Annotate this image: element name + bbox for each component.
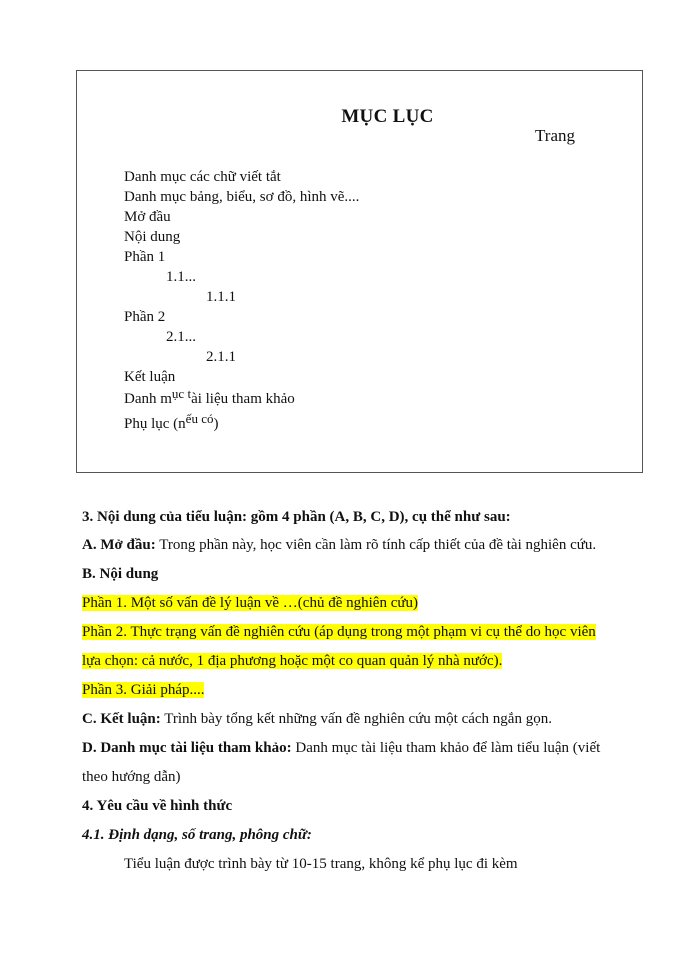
toc-item-1-1: 1.1... — [166, 269, 196, 285]
toc-item-references-part-b: ài liệu tham khảo — [191, 391, 295, 407]
toc-item-appendix-raised: ếu có — [185, 411, 214, 426]
toc-item-part-2: Phần 2 — [124, 309, 166, 325]
toc-item-references — [124, 386, 295, 409]
part-3-highlighted-text: Phần 3. Giải pháp.... — [82, 682, 205, 698]
toc-item-2-1-1: 2.1.1 — [206, 349, 236, 365]
table-of-contents-box — [76, 70, 643, 473]
toc-title: MỤC LỤC — [341, 106, 434, 127]
toc-item-references-raised: ục t — [171, 386, 192, 401]
toc-item-appendix-part-a: Phụ lục (n — [124, 416, 186, 432]
section-4-1-heading: 4.1. Định dạng, số trang, phông chữ: — [82, 827, 312, 843]
toc-page-column-label: Trang — [535, 126, 575, 145]
paragraph-d-text: Danh mục tài liệu tham khảo để làm tiểu luận (viết — [291, 740, 601, 756]
paragraph-d-continuation: theo hướng dẫn) — [82, 769, 181, 785]
part-2-highlighted-text-2: lựa chọn: cả nước, 1 địa phương hoặc một co quan quản lý nhà nước). — [82, 653, 503, 669]
part-3-line — [82, 679, 204, 701]
section-3-heading: 3. Nội dung của tiểu luận: gồm 4 phần (A, B, C, D), cụ thể như sau: — [82, 509, 511, 525]
section-4-heading: 4. Yêu cầu về hình thức — [82, 798, 233, 814]
toc-item-appendix-part-b: ) — [213, 416, 219, 432]
toc-item-abbreviations: Danh mục các chữ viết tắt — [124, 169, 281, 185]
paragraph-c-text: Trình bày tổng kết những vấn đề nghiên cứu một cách ngắn gọn. — [160, 711, 552, 727]
paragraph-c-label: C. Kết luận: — [82, 711, 161, 727]
paragraph-b-heading: B. Nội dung — [82, 566, 159, 582]
paragraph-d-references — [82, 737, 600, 759]
part-2-line-1 — [82, 621, 596, 643]
toc-item-references-part-a: Danh m — [124, 391, 172, 407]
part-2-highlighted-text-1: Phần 2. Thực trạng vấn đề nghiên cứu (áp dụng trong một phạm vi cụ thể do học viên — [82, 624, 596, 640]
toc-item-appendix — [124, 411, 219, 434]
toc-item-tables-figures: Danh mục bảng, biểu, sơ đồ, hình vẽ.... — [124, 189, 360, 205]
part-2-line-2 — [82, 650, 502, 672]
toc-item-2-1: 2.1... — [166, 329, 196, 345]
toc-item-1-1-1: 1.1.1 — [206, 289, 236, 305]
toc-item-part-1: Phần 1 — [124, 249, 166, 265]
toc-item-introduction: Mở đầu — [124, 209, 171, 225]
part-1-highlighted-text: Phần 1. Một số vấn đề lý luận về …(chủ đề nghiên cứu) — [82, 595, 418, 611]
paragraph-d-label: D. Danh mục tài liệu tham khảo: — [82, 740, 292, 756]
part-1-line — [82, 592, 418, 614]
section-4-1-text: Tiểu luận được trình bày từ 10-15 trang, không kể phụ lục đi kèm — [124, 856, 518, 872]
paragraph-c-conclusion — [82, 708, 552, 730]
paragraph-a-label: A. Mở đầu: — [82, 537, 156, 553]
paragraph-a-introduction — [82, 534, 596, 556]
paragraph-a-text: Trong phần này, học viên cần làm rõ tính cấp thiết của đề tài nghiên cứu. — [155, 537, 597, 553]
toc-item-conclusion: Kết luận — [124, 369, 176, 385]
toc-item-content: Nội dung — [124, 229, 181, 245]
